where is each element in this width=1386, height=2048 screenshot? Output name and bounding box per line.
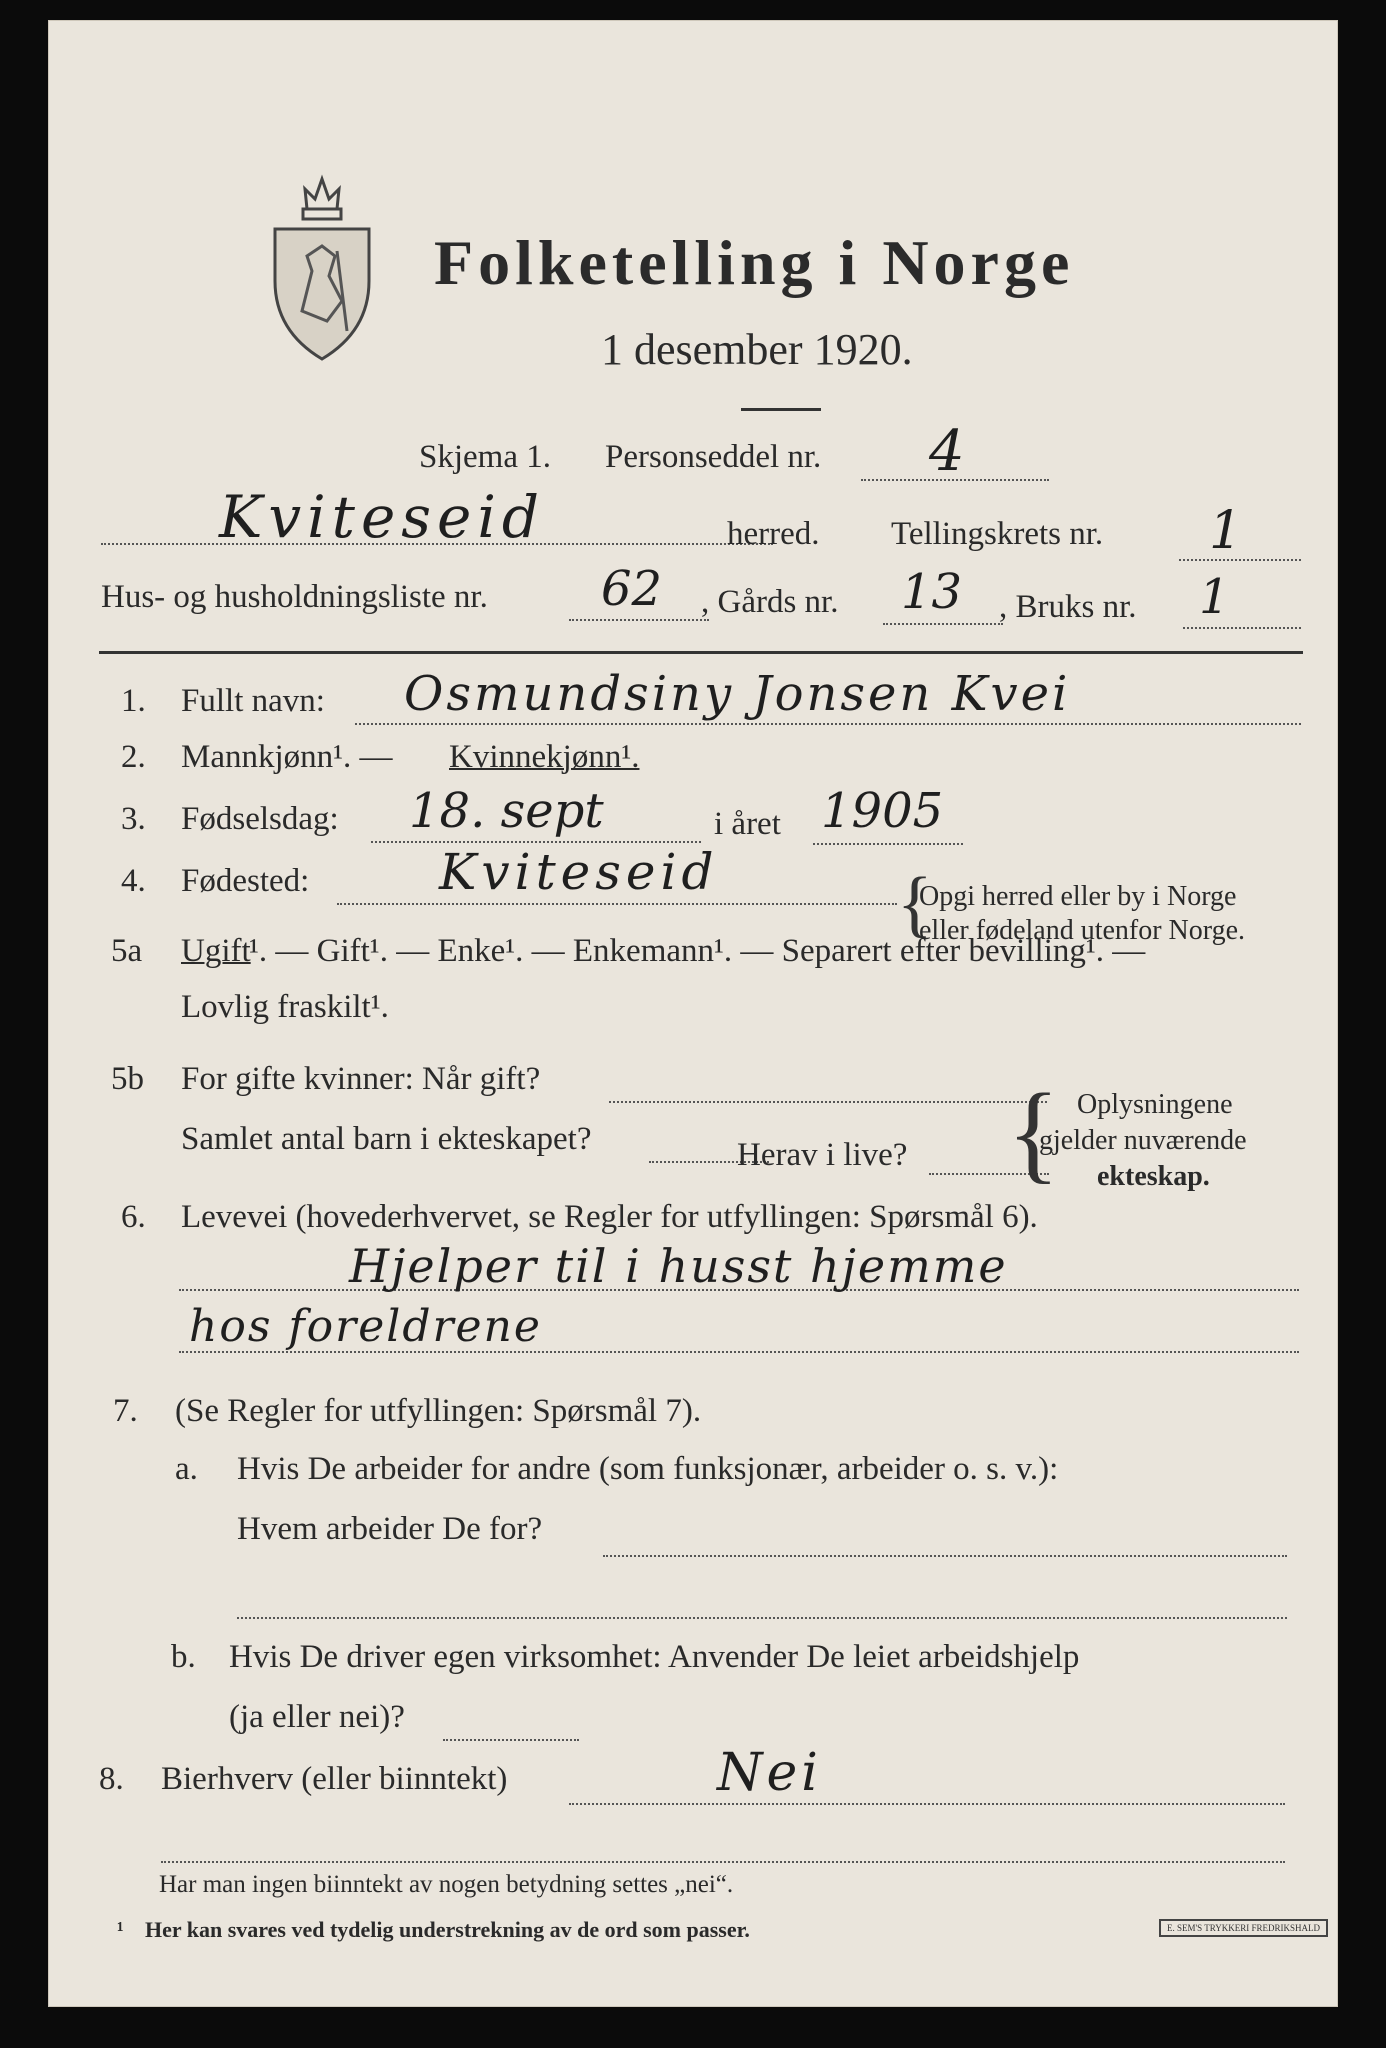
q5b-line1: For gifte kvinner: Når gift? <box>181 1061 541 1097</box>
q5b-note-brace: { <box>1007 1071 1060 1193</box>
form-title: Folketelling i Norge <box>434 227 1075 298</box>
q6-value-line1: Hjelper til i husst hjemme <box>349 1239 1008 1293</box>
q7a-answer-line <box>603 1555 1287 1557</box>
q6-value-line2: hos foreldrene <box>189 1301 542 1352</box>
gards-value: 13 <box>901 564 963 620</box>
q5a-options: ¹. — Gift¹. — Enke¹. — Enkemann¹. — Separert efter bevilling¹. — <box>249 933 1146 969</box>
q4-note-line1: Opgi herred eller by i Norge <box>919 881 1237 912</box>
bruks-line <box>1183 627 1301 629</box>
q7b-line2: (ja eller nei)? <box>229 1699 405 1735</box>
title-divider <box>741 408 821 411</box>
footnote-mark: ¹ <box>117 1917 124 1942</box>
coat-of-arms-icon <box>267 161 377 361</box>
hus-line <box>569 619 709 621</box>
q3-year-value: 1905 <box>821 783 944 839</box>
q7b-letter: b. <box>171 1639 196 1675</box>
q5b-note2: gjelder nuværende <box>1039 1125 1247 1156</box>
skjema-label: Skjema 1. <box>419 439 551 475</box>
q7a-answer-line2 <box>237 1617 1287 1619</box>
q6-number: 6. <box>121 1199 146 1235</box>
q5b-note3: ekteskap. <box>1097 1161 1210 1192</box>
hus-value: 62 <box>601 561 663 617</box>
q5b-married-line <box>609 1101 1047 1103</box>
q6-label: Levevei (hovederhvervet, se Regler for utfyllingen: Spørsmål 6). <box>181 1199 1038 1235</box>
q7b-line1: Hvis De driver egen virksomhet: Anvender De leiet arbeidshjelp <box>229 1639 1080 1675</box>
q1-line <box>355 723 1301 725</box>
q1-number: 1. <box>121 683 146 719</box>
q5a-line2: Lovlig fraskilt¹. <box>181 989 389 1025</box>
herred-value: Kviteseid <box>219 483 546 551</box>
q2-female: Kvinnekjønn¹. <box>449 739 640 775</box>
printer-stamp: E. SEM'S TRYKKERI FREDRIKSHALD <box>1159 1919 1328 1937</box>
q3-day-value: 18. sept <box>409 783 604 839</box>
q3-year-label: i året <box>714 806 781 842</box>
q4-value: Kviteseid <box>439 843 719 901</box>
census-date: 1 desember 1920. <box>601 325 913 374</box>
q5a-ugift: Ugift <box>181 933 251 969</box>
q1-value: Osmundsiny Jonsen Kvei <box>404 666 1071 722</box>
bruks-value: 1 <box>1199 569 1230 625</box>
census-form-page <box>48 20 1338 2007</box>
q8-value: Nei <box>717 1743 822 1803</box>
q7b-answer-line <box>443 1739 579 1741</box>
q3-label: Fødselsdag: <box>181 801 339 837</box>
q5b-line2b-wrap <box>737 1137 907 1174</box>
q4-note-brace: { <box>897 863 933 945</box>
q5b-note1: Oplysningene <box>1077 1089 1233 1120</box>
gards-label: , Gårds nr. <box>701 584 839 620</box>
q5b-number: 5b <box>111 1061 144 1097</box>
q8-label: Bierhverv (eller biinntekt) <box>161 1761 508 1797</box>
q8-number: 8. <box>99 1761 124 1797</box>
personseddel-value: 4 <box>929 419 965 484</box>
q4-line <box>337 903 897 905</box>
q4-note-line2: eller fødeland utenfor Norge. <box>919 915 1246 946</box>
hus-label: Hus- og husholdningsliste nr. <box>101 579 488 615</box>
q8-line2 <box>161 1861 1285 1863</box>
header-rule <box>99 651 1303 654</box>
q2-male: Mannkjønn¹. — <box>181 739 393 775</box>
tellingskrets-value: 1 <box>1209 501 1243 561</box>
q7a-letter: a. <box>175 1451 198 1487</box>
q7-number: 7. <box>113 1393 138 1429</box>
q5b-line2b: Herav i live? <box>737 1137 908 1173</box>
q7-label: (Se Regler for utfyllingen: Spørsmål 7). <box>175 1393 702 1429</box>
bruks-label: , Bruks nr. <box>999 589 1137 625</box>
bottom-note: Har man ingen biinntekt av nogen betydning settes „nei“. <box>159 1871 734 1898</box>
q4-number: 4. <box>121 863 146 899</box>
q5a-number: 5a <box>111 933 143 969</box>
footnote: Her kan svares ved tydelig understrekning av de ord som passer. <box>145 1917 750 1942</box>
q7a-line2: Hvem arbeider De for? <box>237 1511 543 1547</box>
herred-label: herred. <box>727 516 820 552</box>
personseddel-label: Personseddel nr. <box>605 439 822 475</box>
tellingskrets-label: Tellingskrets nr. <box>891 516 1104 552</box>
q4-label: Fødested: <box>181 863 310 899</box>
q1-label: Fullt navn: <box>181 683 325 719</box>
q5b-line2a: Samlet antal barn i ekteskapet? <box>181 1121 592 1157</box>
q7a-line1: Hvis De arbeider for andre (som funksjonær, arbeider o. s. v.): <box>237 1451 1059 1487</box>
gards-line <box>883 623 1003 625</box>
q8-line <box>569 1803 1285 1805</box>
q2-number: 2. <box>121 739 146 775</box>
q3-year-line <box>813 843 963 845</box>
q3-number: 3. <box>121 801 146 837</box>
